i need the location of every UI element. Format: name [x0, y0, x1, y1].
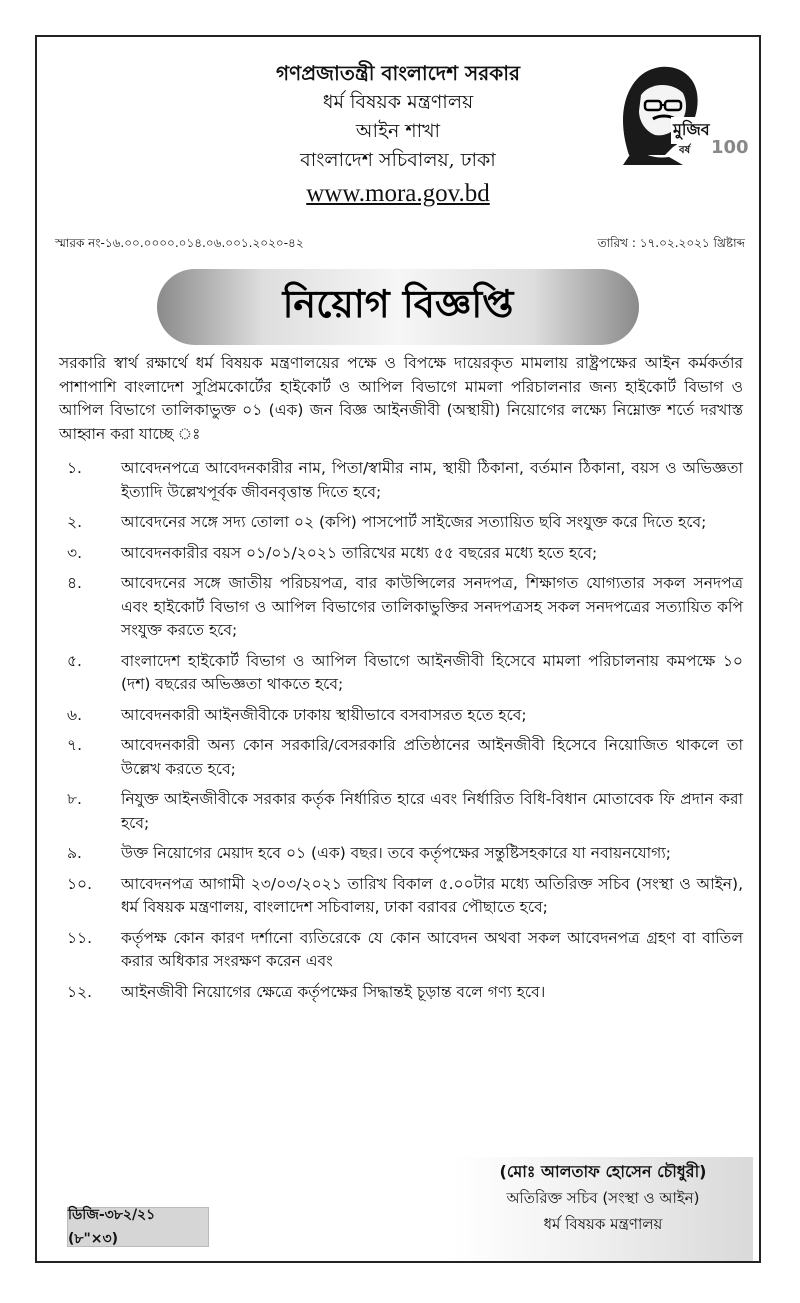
title-banner [157, 269, 639, 345]
list-item [59, 457, 743, 504]
list-item [59, 704, 743, 728]
list-item [59, 927, 743, 974]
item-number: ১০. [67, 874, 93, 893]
office-address: বাংলাদেশ সচিবালয়, ঢাকা [300, 149, 496, 171]
item-text: উক্ত নিয়োগের মেয়াদ হবে ০১ (এক) বছর। তবে কর্তৃপক্ষের সন্তুষ্টিসহকারে যা নবায়নযোগ্য; [121, 844, 672, 862]
item-text: কর্তৃপক্ষ কোন কারণ দর্শানো ব্যতিরেকে যে কোন আবেদন অথবা সকল আবেদনপত্র গ্রহণ বা বাতিল করার অধিকার সংরক্ষণ করেন এবং [121, 928, 743, 970]
item-number: ১২. [67, 982, 93, 1001]
notice-frame [35, 35, 761, 1263]
ministry-name: ধর্ম বিষয়ক মন্ত্রণালয় [322, 91, 474, 113]
item-number: ১. [67, 459, 82, 477]
memo-row [55, 235, 745, 255]
logo-100-text: 100 [711, 137, 749, 158]
list-item [59, 650, 743, 697]
item-text: নিযুক্ত আইনজীবীকে সরকার কর্তৃক নির্ধারিত হারে এবং নির্ধারিত বিধি-বিধান মোতাবেক ফি প্রদান করা হবে; [121, 790, 743, 832]
item-number: ১১. [67, 928, 93, 947]
memo-date: তারিখ : ১৭.০২.২০২১ খ্রিষ্টাব্দ [597, 236, 745, 250]
list-item [59, 511, 743, 535]
website-link[interactable]: www.mora.gov.bd [306, 180, 490, 207]
item-number: ৮. [67, 790, 82, 808]
logo-caption [671, 117, 749, 163]
signatory-office: ধর্ম বিষয়ক মন্ত্রণালয় [543, 1215, 663, 1233]
item-number: ৩. [67, 543, 83, 562]
list-item [59, 873, 743, 920]
logo-mujib-text: মুজিব [671, 117, 712, 144]
ad-code-badge: ডিজি-৩৮২/২১ (৮"×৩) [67, 1207, 209, 1247]
intro-paragraph: সরকারি স্বার্থ রক্ষার্থে ধর্ম বিষয়ক মন্ত্রণালয়ের পক্ষে ও বিপক্ষে দায়েরকৃত মামলায় রাষ্ট্রপক্ষের আইন কর্মকর্তার পাশাপাশি বাংলাদেশ সুপ্রিমকোর্টের হাইকোর্ট ও আপিল বিভাগে মামলা পরিচালনার জন্য হাইকোর্ট বিভাগ ও আপিল বিভাগে তালিকাভুক্ত ০১ (এক) জন বিজ্ঞ আইনজীবী (অস্থায়ী) নিয়োগের লক্ষ্যে নিম্নোক্ত শর্তে দরখাস্ত আহ্বান করা যাচ্ছে ঃ [59, 354, 743, 443]
item-text: আইনজীবী নিয়োগের ক্ষেত্রে কর্তৃপক্ষের সিদ্ধান্তই চূড়ান্ত বলে গণ্য হবে। [121, 982, 546, 1001]
item-text: আবেদনপত্র আগামী ২৩/০৩/২০২১ তারিখ বিকাল ৫.০০টার মধ্যে অতিরিক্ত সচিব (সংস্থা ও আইন), ধর্ম বিষয়ক মন্ত্রণালয়, বাংলাদেশ সচিবালয়, ঢাকা বরাবর পৌছাতে হবে; [121, 874, 743, 916]
item-text: আবেদনকারীর বয়স ০১/০১/২০২১ তারিখের মধ্যে ৫৫ বছরের মধ্যে হতে হবে; [121, 543, 598, 562]
item-text: আবেদনকারী আইনজীবীকে ঢাকায় স্থায়ীভাবে বসবাসরত হতে হবে; [121, 705, 527, 724]
signatory-designation: অতিরিক্ত সচিব (সংস্থা ও আইন) [506, 1189, 700, 1207]
memo-reference: স্মারক নং-১৬.০০.০০০০.০১৪.০৬.০০১.২০২০-৪২ [55, 236, 304, 250]
list-item [59, 572, 743, 643]
item-number: ৪. [67, 574, 82, 592]
item-number: ৭. [67, 736, 83, 754]
mujib-borsho-logo [599, 55, 749, 167]
logo-borsho-text: বর্ষ [679, 145, 691, 156]
signatory-name: (মোঃ আলতাফ হোসেন চৌধুরী) [499, 1162, 707, 1181]
conditions-list [59, 457, 743, 1011]
branch-name: আইন শাখা [355, 120, 441, 142]
list-item [59, 788, 743, 835]
item-number: ২. [67, 513, 83, 531]
list-item [59, 981, 743, 1005]
item-number: ৫. [67, 651, 82, 670]
item-number: ৬. [67, 705, 83, 724]
signature-block [453, 1157, 753, 1261]
item-text: আবেদনের সঙ্গে সদ্য তোলা ০২ (কপি) পাসপোর্ট সাইজের সত্যায়িত ছবি সংযুক্ত করে দিতে হবে; [121, 513, 707, 531]
list-item [59, 542, 743, 566]
government-name: গণপ্রজাতন্ত্রী বাংলাদেশ সরকার [276, 61, 520, 85]
item-text: বাংলাদেশ হাইকোর্ট বিভাগ ও আপিল বিভাগে আইনজীবী হিসেবে মামলা পরিচালনায় কমপক্ষে ১০ (দশ) বছরের অভিজ্ঞতা থাকতে হবে; [121, 651, 743, 693]
item-text: আবেদনের সঙ্গে জাতীয় পরিচয়পত্র, বার কাউন্সিলের সনদপত্র, শিক্ষাগত যোগ্যতার সকল সনদপত্র এবং হাইকোর্ট বিভাগ ও আপিল বিভাগের তালিকাভুক্তির সনদপত্রসহ সকল সনদপত্রের সত্যায়িত কপি সংযুক্ত করতে হবে; [121, 574, 743, 639]
item-number: ৯. [67, 844, 82, 862]
item-text: আবেদনপত্রে আবেদনকারীর নাম, পিতা/স্বামীর নাম, স্থায়ী ঠিকানা, বর্তমান ঠিকানা, বয়স ও অভিজ্ঞতা ইত্যাদি উল্লেখপূর্বক জীবনবৃত্তান্ত দিতে হবে; [121, 459, 743, 501]
list-item [59, 842, 743, 866]
item-text: আবেদনকারী অন্য কোন সরকারি/বেসরকারি প্রতিষ্ঠানের আইনজীবী হিসেবে নিয়োজিত থাকলে তা উল্লেখ করতে হবে; [121, 736, 743, 778]
notice-title: নিয়োগ বিজ্ঞপ্তি [282, 281, 514, 326]
list-item [59, 734, 743, 781]
